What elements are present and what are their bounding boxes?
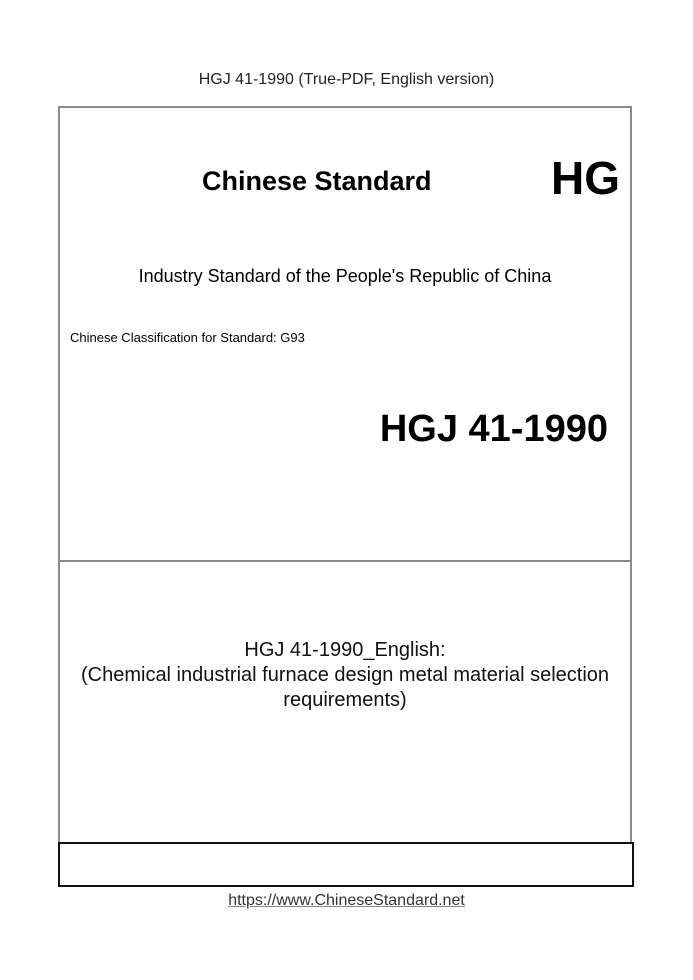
english-title-line-2: (Chemical industrial furnace design metal material selection xyxy=(80,664,610,686)
cover-top-section xyxy=(60,108,630,562)
classification-label: Chinese Classification for Standard: G93 xyxy=(70,330,305,345)
english-title-line-3: requirements) xyxy=(283,689,407,711)
industry-standard-label: Industry Standard of the People's Republic of China xyxy=(138,266,552,286)
cover-frame xyxy=(58,106,632,842)
english-title xyxy=(60,638,630,713)
cover-title-section xyxy=(60,562,630,844)
english-title-line-1: HGJ 41-1990_English: xyxy=(244,639,446,661)
cover-heading: Chinese Standard xyxy=(202,166,432,196)
cover-bottom-box xyxy=(58,842,634,887)
website-link[interactable]: https://www.ChineseStandard.net xyxy=(228,892,465,909)
footer xyxy=(0,892,693,910)
standard-code: HG xyxy=(551,152,620,204)
standard-number: HGJ 41-1990 xyxy=(379,408,608,450)
document-header-title: HGJ 41-1990 (True-PDF, English version) xyxy=(198,71,495,88)
